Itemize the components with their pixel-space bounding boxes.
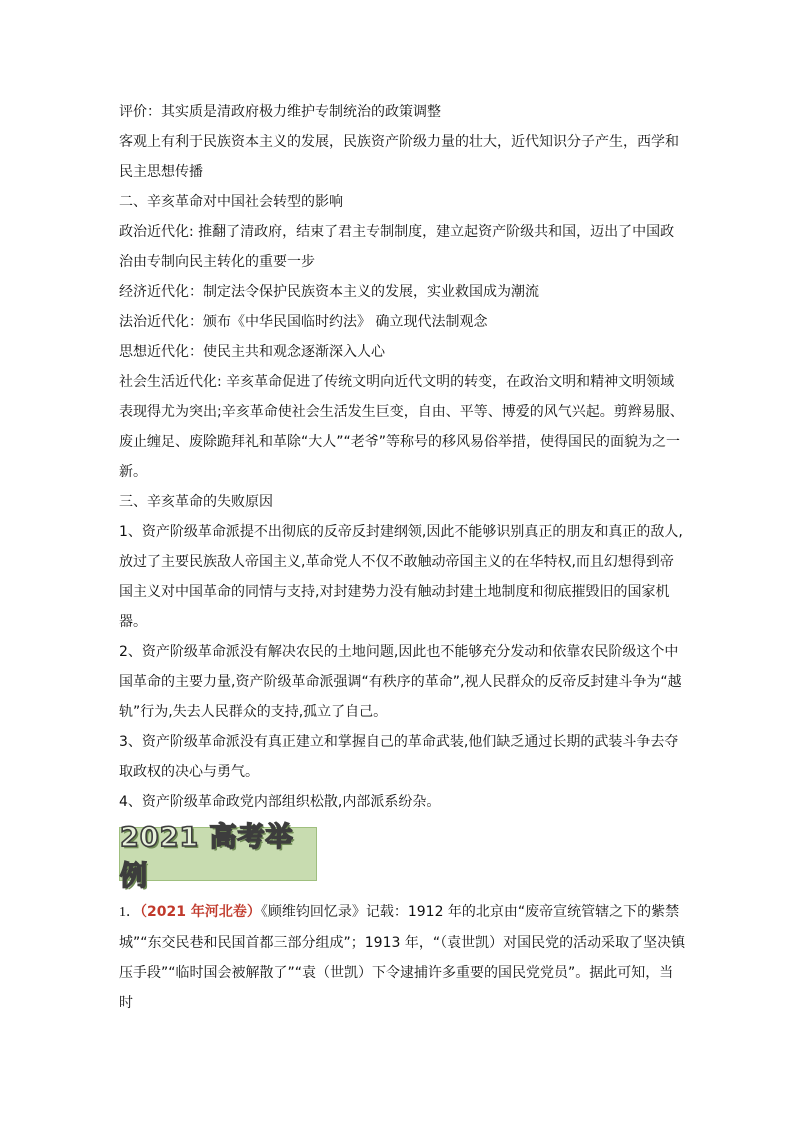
text-line: 政治近代化: 推翻了清政府，结束了君主专制制度，建立起资产阶级共和国，迈出了中国政 — [119, 224, 675, 240]
question-line-1 — [119, 897, 689, 928]
text-line: 器。 — [119, 614, 147, 630]
question-line-3: 压手段”“临时国会被解散了”“袁（世凯）下令逮捕许多重要的国民党党员”。据此可知，当 — [119, 965, 674, 981]
text-line: 评价：其实质是清政府极力维护专制统治的政策调整 — [119, 104, 441, 120]
question-source: （2021 年河北卷） — [140, 904, 261, 920]
text-line: 国主义对中国革命的同情与支持,对封建势力没有触动封建土地制度和彻底摧毁旧的国家机 — [119, 584, 670, 600]
text-line: 民主思想传播 — [119, 164, 203, 180]
text-line: 社会生活近代化: 辛亥革命促进了传统文明向近代文明的转变，在政治文明和精神文明领域 — [119, 374, 675, 390]
document-page — [119, 97, 689, 1018]
text-line: 轨”行为,失去人民群众的支持,孤立了自己。 — [119, 704, 388, 720]
text-line: 思想近代化：使民主共和观念逐渐深入人心 — [119, 344, 385, 360]
text-line: 取政权的决心与勇气。 — [119, 764, 259, 780]
text-line: 表现得尤为突出;辛亥革命使社会生活发生巨变，自由、平等、博爱的风气兴起。剪辫易服、 — [119, 404, 684, 420]
text-line: 新。 — [119, 464, 147, 480]
question-line-4: 时 — [119, 995, 133, 1011]
question-number: 1． — [119, 905, 140, 920]
text-line: 放过了主要民族敌人帝国主义,革命党人不仅不敢触动帝国主义的在华特权,而且幻想得到帝 — [119, 554, 674, 570]
section-banner — [119, 822, 317, 892]
text-line: 1、资产阶级革命派提不出彻底的反帝反封建纲领,因此不能够识别真正的朋友和真正的敌人, — [119, 524, 683, 540]
text-line: 4、资产阶级革命政党内部组织松散,内部派系纷杂。 — [119, 794, 441, 810]
question-line-2: 城”“东交民巷和民国首都三部分组成”；1913 年，“（袁世凯）对国民党的活动采取了坚决镇 — [119, 935, 686, 951]
text-line: 2、资产阶级革命派没有解决农民的土地问题,因此也不能够充分发动和依靠农民阶级这个中 — [119, 644, 679, 660]
text-line: 法治近代化：颁布《中华民国临时约法》 确立现代法制观念 — [119, 314, 488, 330]
text-line: 二、辛亥革命对中国社会转型的影响 — [119, 194, 343, 210]
text-line: 废止缠足、废除跪拜礼和革除“大人”“老爷”等称号的移风易俗举措，使得国民的面貌为之一 — [119, 434, 681, 450]
text-line: 治由专制向民主转化的重要一步 — [119, 254, 315, 270]
text-line: 经济近代化：制定法令保护民族资本主义的发展，实业救国成为潮流 — [119, 284, 539, 300]
text-line: 三、辛亥革命的失败原因 — [119, 494, 273, 510]
question-text-1: 《顾维钧回忆录》记载：1912 年的北京由“废帝宣统管辖之下的紫禁 — [260, 904, 680, 920]
text-body — [119, 97, 689, 817]
text-line: 国革命的主要力量,资产阶级革命派强调“有秩序的革命”,视人民群众的反帝反封建斗争为“越 — [119, 674, 682, 690]
text-line: 3、资产阶级革命派没有真正建立和掌握自己的革命武装,他们缺乏通过长期的武装斗争去夺 — [119, 734, 679, 750]
text-line: 客观上有利于民族资本主义的发展，民族资产阶级力量的壮大，近代知识分子产生，西学和 — [119, 134, 679, 150]
question-1 — [119, 897, 689, 1018]
banner-title: 2021 高考举例 — [120, 822, 294, 892]
